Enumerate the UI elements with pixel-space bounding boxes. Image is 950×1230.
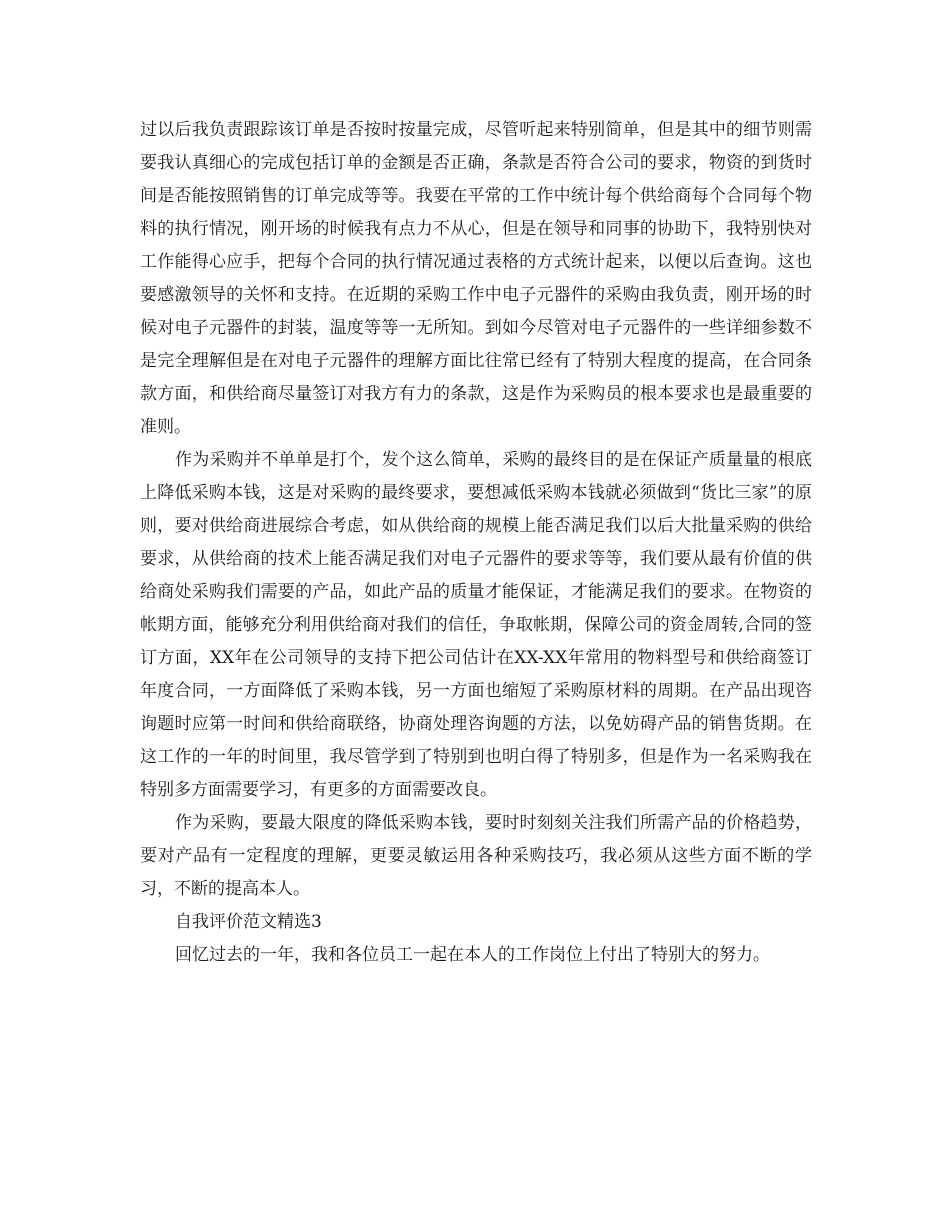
paragraph-3: 作为采购，要最大限度的降低采购本钱，要时时刻刻关注我们所需产品的价格趋势，要对产品有一定程度的理解，更要灵敏运用各种采购技巧，我必须从这些方面不断的学习，不断的提高本人。 (140, 813, 812, 899)
section-heading: 自我评价范文精选3 (175, 912, 322, 932)
document-body (140, 114, 812, 972)
paragraph-4: 回忆过去的一年，我和各位员工一起在本人的工作岗位上付出了特别大的努力。 (175, 945, 770, 965)
paragraph-2: 作为采购并不单单是打个，发个这么简单，采购的最终目的是在保证产质量量的根底上降低采购本钱，这是对采购的最终要求，要想减低采购本钱就必须做到“货比三家”的原则，要对供给商进展综合考虑，如从供给商的规模上能否满足我们以后大批量采购的供给要求，从供给商的技术上能否满足我们对电子元器件的要求等等，我们要从最有价值的供给商处采购我们需要的产品，如此产品的质量才能保证，才能满足我们的要求。在物资的帐期方面，能够充分利用供给商对我们的信任，争取帐期，保障公司的资金周转,合同的签订方面，XX年在公司领导的支持下把公司估计在XX-XX年常用的物料型号和供给商签订年度合同，一方面降低了采购本钱，另一方面也缩短了采购原材料的周期。在产品出现咨询题时应第一时间和供给商联络，协商处理咨询题的方法，以免妨碍产品的销售货期。在这工作的一年的时间里，我尽管学到了特别到也明白得了特别多，但是作为一名采购我在特别多方面需要学习，有更多的方面需要改良。 (140, 450, 812, 800)
paragraph-1: 过以后我负责跟踪该订单是否按时按量完成，尽管听起来特别简单，但是其中的细节则需要我认真细心的完成包括订单的金额是否正确，条款是否符合公司的要求，物资的到货时间是否能按照销售的订单完成等等。我要在平常的工作中统计每个供给商每个合同每个物料的执行情况，刚开场的时候我有点力不从心，但是在领导和同事的协助下，我特别快对工作能得心应手，把每个合同的执行情况通过表格的方式统计起来，以便以后查询。这也要感激领导的关怀和支持。在近期的采购工作中电子元器件的采购由我负责，刚开场的时候对电子元器件的封装，温度等等一无所知。到如今尽管对电子元器件的一些详细参数不是完全理解但是在对电子元器件的理解方面比往常已经有了特别大程度的提高，在合同条款方面，和供给商尽量签订对我方有力的条款，这是作为采购员的根本要求也是最重要的准则。 (140, 120, 812, 437)
